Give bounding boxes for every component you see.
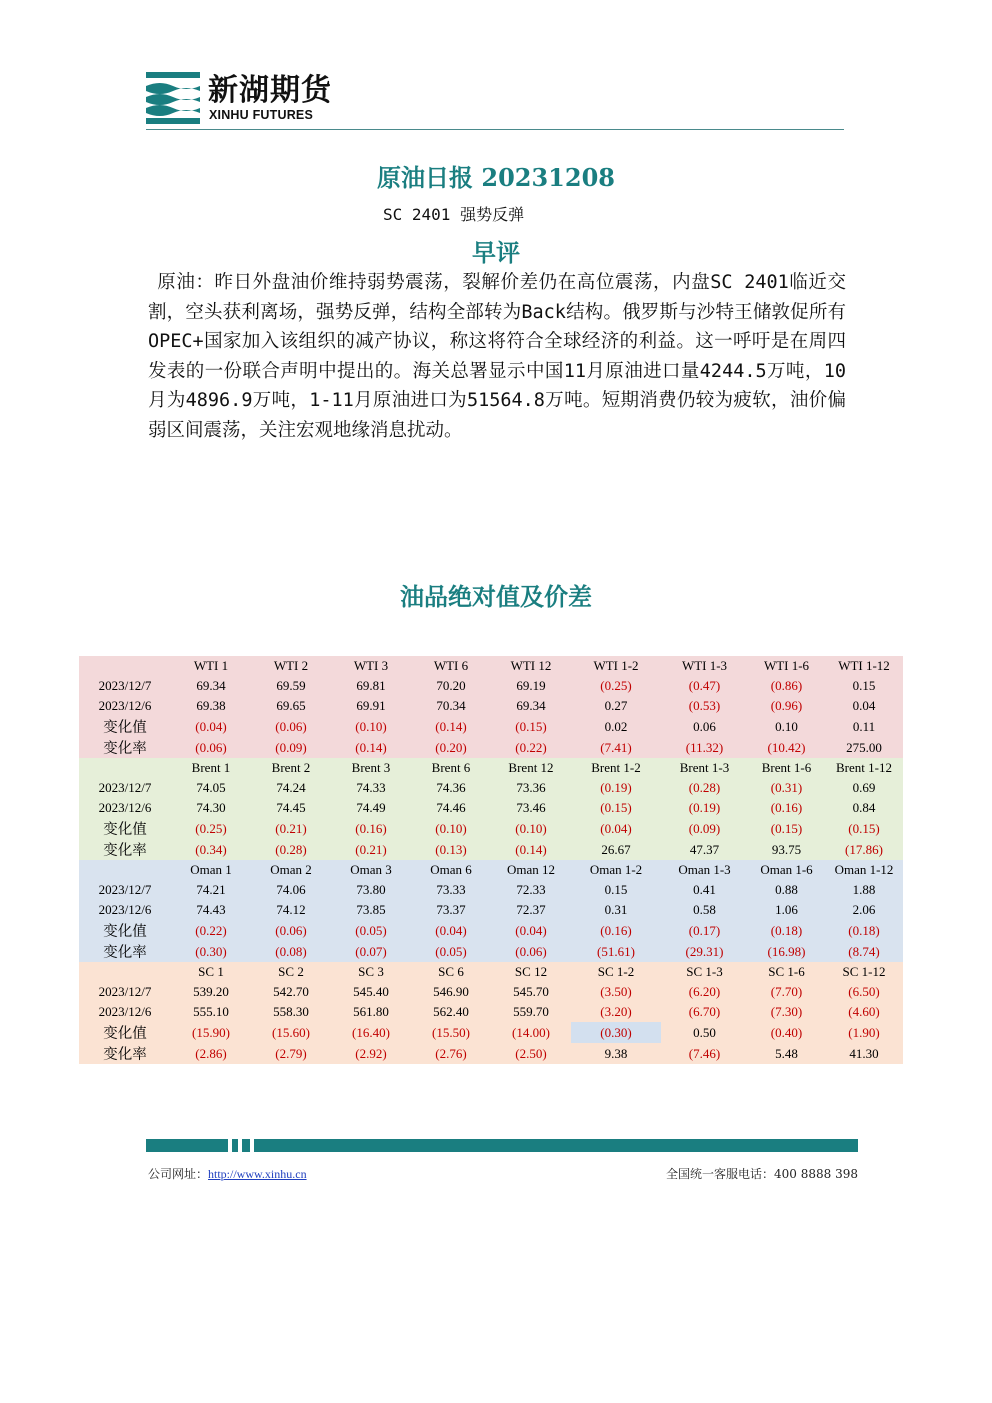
column-header: WTI 1-2 (571, 656, 661, 676)
sc-header-row (79, 962, 903, 982)
table-cell: (0.30) (571, 1022, 661, 1043)
table-cell: 69.38 (171, 696, 251, 716)
table-cell: (7.41) (571, 737, 661, 758)
column-header: Brent 3 (331, 758, 411, 778)
table-cell: (2.86) (171, 1043, 251, 1064)
column-header: WTI 6 (411, 656, 491, 676)
header-blank-cell (79, 962, 171, 982)
table-row (79, 1002, 903, 1022)
table-cell: 70.34 (411, 696, 491, 716)
table-row (79, 696, 903, 716)
column-header: Brent 12 (491, 758, 571, 778)
table-cell: 74.06 (251, 880, 331, 900)
table-cell: (10.42) (748, 737, 825, 758)
table-cell: 1.88 (825, 880, 903, 900)
table-cell: 546.90 (411, 982, 491, 1002)
column-header: SC 12 (491, 962, 571, 982)
table-cell: 74.12 (251, 900, 331, 920)
table-cell: 74.21 (171, 880, 251, 900)
column-header: Oman 1 (171, 860, 251, 880)
morning-review-title: 早评 (472, 238, 520, 267)
table-row (79, 941, 903, 962)
row-label: 2023/12/6 (79, 900, 171, 920)
table-cell: (0.16) (571, 920, 661, 941)
table-cell: 0.10 (748, 716, 825, 737)
table-cell: (0.14) (411, 716, 491, 737)
column-header: WTI 3 (331, 656, 411, 676)
column-header: WTI 1 (171, 656, 251, 676)
table-cell: 0.41 (661, 880, 748, 900)
table-cell: (0.28) (661, 778, 748, 798)
table-cell: 69.81 (331, 676, 411, 696)
table-cell: (0.09) (251, 737, 331, 758)
table-cell: (15.50) (411, 1022, 491, 1043)
table-cell: 562.40 (411, 1002, 491, 1022)
row-label: 变化值 (79, 716, 171, 737)
table-cell: 0.27 (571, 696, 661, 716)
table-cell: (0.10) (331, 716, 411, 737)
table-cell: (0.21) (251, 818, 331, 839)
column-header: WTI 2 (251, 656, 331, 676)
column-header: SC 2 (251, 962, 331, 982)
table-cell: 0.84 (825, 798, 903, 818)
table-row (79, 1043, 903, 1064)
table-cell: (0.16) (331, 818, 411, 839)
table-row (79, 982, 903, 1002)
column-header: Oman 3 (331, 860, 411, 880)
table-cell: (0.47) (661, 676, 748, 696)
table-cell: (0.19) (661, 798, 748, 818)
row-label: 2023/12/6 (79, 1002, 171, 1022)
table-cell: 26.67 (571, 839, 661, 860)
row-label: 变化率 (79, 1043, 171, 1064)
footer-site-link[interactable]: http://www.xinhu.cn (208, 1167, 307, 1181)
column-header: SC 1-3 (661, 962, 748, 982)
table-cell: 69.34 (491, 696, 571, 716)
table-row (79, 1022, 903, 1043)
table-cell: 74.05 (171, 778, 251, 798)
column-header: Oman 1-6 (748, 860, 825, 880)
table-cell: 545.40 (331, 982, 411, 1002)
row-label: 变化值 (79, 920, 171, 941)
table-cell: (0.16) (748, 798, 825, 818)
table-cell: 539.20 (171, 982, 251, 1002)
table-cell: (0.31) (748, 778, 825, 798)
report-title: 原油日报 20231208 (377, 163, 615, 192)
table-cell: (2.79) (251, 1043, 331, 1064)
table-cell: 0.04 (825, 696, 903, 716)
column-header: Brent 1-2 (571, 758, 661, 778)
footer-bar (146, 1139, 858, 1152)
column-header: Brent 2 (251, 758, 331, 778)
table-cell: (0.19) (571, 778, 661, 798)
table-cell: (0.06) (251, 716, 331, 737)
table-cell: 0.15 (825, 676, 903, 696)
table-cell: 5.48 (748, 1043, 825, 1064)
column-header: SC 1 (171, 962, 251, 982)
column-header: WTI 12 (491, 656, 571, 676)
table-cell: (15.90) (171, 1022, 251, 1043)
table-cell: (0.40) (748, 1022, 825, 1043)
wti-header-row (79, 656, 903, 676)
header-blank-cell (79, 758, 171, 778)
table-cell: (0.25) (171, 818, 251, 839)
column-header: Oman 2 (251, 860, 331, 880)
column-header: Oman 1-3 (661, 860, 748, 880)
table-cell: (14.00) (491, 1022, 571, 1043)
row-label: 2023/12/6 (79, 798, 171, 818)
table-cell: (0.06) (491, 941, 571, 962)
table-cell: 69.19 (491, 676, 571, 696)
row-label: 变化率 (79, 839, 171, 860)
table-row (79, 920, 903, 941)
table-cell: (7.46) (661, 1043, 748, 1064)
header-blank-cell (79, 656, 171, 676)
column-header: Oman 12 (491, 860, 571, 880)
table-cell: 74.49 (331, 798, 411, 818)
table-row (79, 798, 903, 818)
row-label: 2023/12/7 (79, 778, 171, 798)
table-cell: (3.20) (571, 1002, 661, 1022)
row-label: 变化率 (79, 941, 171, 962)
table-cell: 74.33 (331, 778, 411, 798)
table-cell: (0.17) (661, 920, 748, 941)
report-subtitle: SC 2401 强势反弹 (383, 205, 525, 224)
table-cell: (0.34) (171, 839, 251, 860)
table-cell: 2.06 (825, 900, 903, 920)
xinhu-wave-logo-icon (146, 72, 200, 124)
table-section-title: 油品绝对值及价差 (400, 582, 592, 611)
table-cell: (0.07) (331, 941, 411, 962)
table-cell: (16.40) (331, 1022, 411, 1043)
table-cell: (6.70) (661, 1002, 748, 1022)
table-cell: (0.15) (491, 716, 571, 737)
table-cell: 545.70 (491, 982, 571, 1002)
company-logo (146, 70, 336, 126)
row-label: 2023/12/7 (79, 676, 171, 696)
table-cell: (0.21) (331, 839, 411, 860)
table-cell: 73.46 (491, 798, 571, 818)
table-cell: (2.76) (411, 1043, 491, 1064)
table-cell: 69.59 (251, 676, 331, 696)
table-cell: (0.30) (171, 941, 251, 962)
table-row (79, 880, 903, 900)
column-header: Oman 1-2 (571, 860, 661, 880)
column-header: Brent 1-6 (748, 758, 825, 778)
column-header: Oman 6 (411, 860, 491, 880)
table-cell: (4.60) (825, 1002, 903, 1022)
table-cell: 73.85 (331, 900, 411, 920)
column-header: Brent 1 (171, 758, 251, 778)
table-cell: 558.30 (251, 1002, 331, 1022)
table-cell: (0.15) (571, 798, 661, 818)
table-cell: 93.75 (748, 839, 825, 860)
table-cell: 0.88 (748, 880, 825, 900)
table-cell: (51.61) (571, 941, 661, 962)
table-cell: (6.20) (661, 982, 748, 1002)
oman-header-row (79, 860, 903, 880)
table-cell: 0.15 (571, 880, 661, 900)
table-cell: (0.18) (748, 920, 825, 941)
table-cell: (0.22) (491, 737, 571, 758)
table-cell: (7.70) (748, 982, 825, 1002)
table-cell: (0.13) (411, 839, 491, 860)
table-row (79, 900, 903, 920)
table-cell: (6.50) (825, 982, 903, 1002)
table-cell: 74.46 (411, 798, 491, 818)
table-cell: (11.32) (661, 737, 748, 758)
table-cell: (0.04) (411, 920, 491, 941)
table-cell: (16.98) (748, 941, 825, 962)
table-cell: 72.33 (491, 880, 571, 900)
table-cell: (8.74) (825, 941, 903, 962)
table-cell: 73.37 (411, 900, 491, 920)
table-cell: (0.08) (251, 941, 331, 962)
table-cell: (0.14) (331, 737, 411, 758)
table-cell: 0.02 (571, 716, 661, 737)
table-cell: (0.05) (411, 941, 491, 962)
brent-header-row (79, 758, 903, 778)
table-cell: 72.37 (491, 900, 571, 920)
table-cell: (0.04) (571, 818, 661, 839)
table-cell: (0.18) (825, 920, 903, 941)
table-cell: 0.11 (825, 716, 903, 737)
table-cell: (0.20) (411, 737, 491, 758)
column-header: WTI 1-6 (748, 656, 825, 676)
table-cell: (0.04) (491, 920, 571, 941)
table-cell: (3.50) (571, 982, 661, 1002)
table-cell: 555.10 (171, 1002, 251, 1022)
table-cell: 74.45 (251, 798, 331, 818)
column-header: Brent 1-3 (661, 758, 748, 778)
column-header: SC 1-2 (571, 962, 661, 982)
table-cell: (15.60) (251, 1022, 331, 1043)
column-header: SC 6 (411, 962, 491, 982)
table-cell: 74.36 (411, 778, 491, 798)
table-cell: 74.43 (171, 900, 251, 920)
table-cell: 41.30 (825, 1043, 903, 1064)
table-cell: 542.70 (251, 982, 331, 1002)
table-cell: (0.04) (171, 716, 251, 737)
table-cell: (29.31) (661, 941, 748, 962)
table-row (79, 839, 903, 860)
table-cell: 0.69 (825, 778, 903, 798)
table-cell: 0.50 (661, 1022, 748, 1043)
table-cell: (0.15) (825, 818, 903, 839)
table-cell: 0.06 (661, 716, 748, 737)
column-header: SC 1-6 (748, 962, 825, 982)
table-cell: 1.06 (748, 900, 825, 920)
table-cell: (17.86) (825, 839, 903, 860)
table-cell: (0.25) (571, 676, 661, 696)
table-cell: 74.24 (251, 778, 331, 798)
table-cell: (1.90) (825, 1022, 903, 1043)
column-header: Brent 1-12 (825, 758, 903, 778)
table-cell: 74.30 (171, 798, 251, 818)
table-row (79, 778, 903, 798)
table-cell: (0.06) (171, 737, 251, 758)
footer-hotline: 全国统一客服电话：400 8888 398 (666, 1167, 858, 1181)
table-cell: 73.36 (491, 778, 571, 798)
table-cell: (0.14) (491, 839, 571, 860)
table-row (79, 716, 903, 737)
table-cell: (0.10) (411, 818, 491, 839)
column-header: Brent 6 (411, 758, 491, 778)
table-row (79, 818, 903, 839)
row-label: 2023/12/6 (79, 696, 171, 716)
table-cell: (0.86) (748, 676, 825, 696)
logo-name-en: XINHU FUTURES (209, 108, 313, 122)
row-label: 变化率 (79, 737, 171, 758)
table-cell: 69.91 (331, 696, 411, 716)
table-cell: 559.70 (491, 1002, 571, 1022)
column-header: WTI 1-12 (825, 656, 903, 676)
table-cell: 69.34 (171, 676, 251, 696)
table-cell: (0.09) (661, 818, 748, 839)
table-cell: (2.92) (331, 1043, 411, 1064)
table-cell: 69.65 (251, 696, 331, 716)
table-cell: 0.58 (661, 900, 748, 920)
column-header: SC 1-12 (825, 962, 903, 982)
table-row (79, 737, 903, 758)
table-cell: (2.50) (491, 1043, 571, 1064)
oil-price-spread-table (79, 656, 903, 1064)
row-label: 变化值 (79, 1022, 171, 1043)
table-cell: 561.80 (331, 1002, 411, 1022)
table-cell: (0.96) (748, 696, 825, 716)
row-label: 变化值 (79, 818, 171, 839)
row-label: 2023/12/7 (79, 880, 171, 900)
table-cell: 275.00 (825, 737, 903, 758)
footer-site-label: 公司网址： (148, 1167, 209, 1181)
table-cell: 0.31 (571, 900, 661, 920)
table-cell: 70.20 (411, 676, 491, 696)
table-cell: (0.05) (331, 920, 411, 941)
table-cell: (0.53) (661, 696, 748, 716)
header-blank-cell (79, 860, 171, 880)
row-label: 2023/12/7 (79, 982, 171, 1002)
column-header: Oman 1-12 (825, 860, 903, 880)
table-cell: 73.33 (411, 880, 491, 900)
footer-website (148, 1165, 307, 1182)
table-cell: (0.06) (251, 920, 331, 941)
morning-review-text: 原油：昨日外盘油价维持弱势震荡，裂解价差仍在高位震荡，内盘SC 2401临近交割，空头获利离场，强势反弹，结构全部转为Back结构。俄罗斯与沙特王储敦促所有OPEC+国家加入该组织的减产协议，称这将符合全球经济的利益。这一呼吁是在周四发表的一份联合声明中提出的。海关总署显示中国11月原油进口量4244.5万吨，10月为4896.9万吨，1-11月原油进口为51564.8万吨。短期消费仍较为疲软，油价偏弱区间震荡，关注宏观地缘消息扰动。 (148, 272, 846, 441)
table-cell: 47.37 (661, 839, 748, 860)
table-row (79, 676, 903, 696)
table-cell: 9.38 (571, 1043, 661, 1064)
column-header: SC 3 (331, 962, 411, 982)
column-header: WTI 1-3 (661, 656, 748, 676)
table-cell: (7.30) (748, 1002, 825, 1022)
table-cell: (0.10) (491, 818, 571, 839)
table-cell: (0.22) (171, 920, 251, 941)
header-divider (146, 129, 844, 130)
table-cell: (0.15) (748, 818, 825, 839)
logo-name-cn: 新湖期货 (208, 73, 332, 108)
table-cell: (0.28) (251, 839, 331, 860)
table-cell: 73.80 (331, 880, 411, 900)
